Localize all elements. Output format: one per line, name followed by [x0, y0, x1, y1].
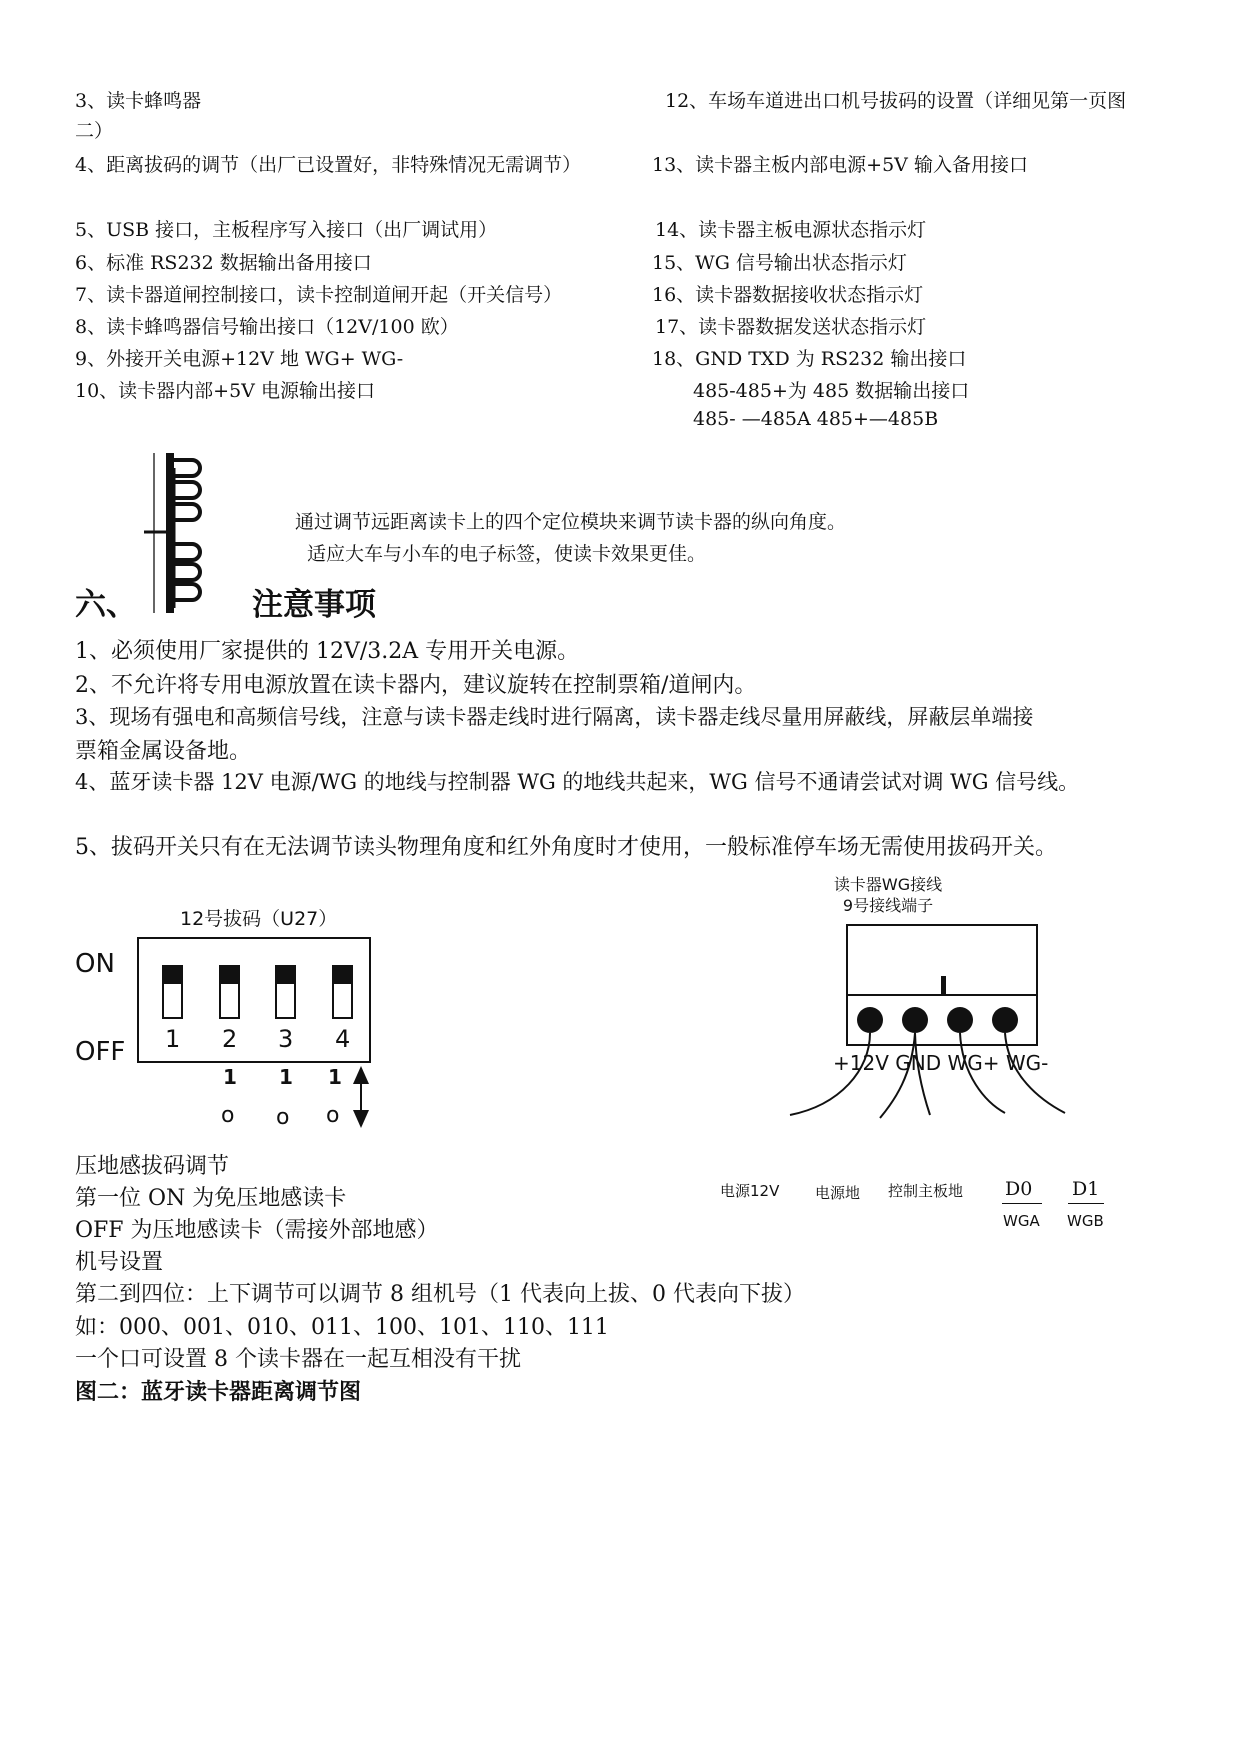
left-item-9: 9、外接开关电源+12V 地 WG+ WG- — [75, 348, 404, 370]
left-item-10: 10、读卡器内部+5V 电源输出接口 — [75, 380, 375, 402]
d1-underline — [1068, 1203, 1104, 1204]
wg-title-line1: 读卡器WG接线 — [833, 875, 943, 894]
wire-label-d0: D0 — [1005, 1178, 1033, 1200]
dip-number-1: 1 — [165, 1025, 181, 1053]
wire-label-wga: WGA — [1003, 1212, 1040, 1230]
note-1: 1、必须使用厂家提供的 12V/3.2A 专用开关电源。 — [75, 639, 580, 664]
dip-off-label: OFF — [75, 1037, 126, 1067]
dip-up-mark-4: 1 — [328, 1065, 342, 1089]
section-number: 六、 — [75, 587, 137, 623]
dip-down-mark-3: o — [276, 1105, 290, 1130]
module-note-line2: 适应大车与小车的电子标签，使读卡效果更佳。 — [307, 543, 707, 565]
dip-up-mark-2: 1 — [223, 1065, 237, 1089]
dip-switch-3 — [276, 966, 295, 1018]
right-item-18: 18、GND TXD 为 RS232 输出接口 — [652, 348, 967, 370]
right-item-17: 17、读卡器数据发送状态指示灯 — [655, 316, 927, 338]
d0-underline — [1002, 1203, 1042, 1204]
left-item-5: 5、USB 接口，主板程序写入接口（出厂调试用） — [75, 219, 498, 241]
wg-pins-label: +12V GND WG+ WG- — [833, 1051, 1049, 1075]
dip-down-mark-4: o — [326, 1103, 340, 1128]
dip-switch-2 — [220, 966, 239, 1018]
dip-switch-diagram — [70, 900, 390, 1130]
dip-note-4: 机号设置 — [75, 1250, 164, 1275]
dip-note-1: 压地感拔码调节 — [75, 1154, 230, 1179]
right-item-13: 13、读卡器主板内部电源+5V 输入备用接口 — [652, 154, 1028, 176]
left-item-8: 8、读卡蜂鸣器信号输出接口（12V/100 欧） — [75, 316, 459, 338]
wire-label-wgb: WGB — [1067, 1212, 1104, 1230]
wg-wiring-diagram — [690, 870, 1110, 1130]
note-5: 5、拔码开关只有在无法调节读头物理角度和红外角度时才使用，一般标准停车场无需使用拔码开关。 — [75, 835, 1058, 860]
note-4: 4、蓝牙读卡器 12V 电源/WG 的地线与控制器 WG 的地线共起来，WG 信号不通请尝试对调 WG 信号线。 — [75, 770, 1080, 794]
right-item-15: 15、WG 信号输出状态指示灯 — [652, 252, 907, 274]
dip-note-6: 如：000、001、010、011、100、101、110、111 — [75, 1315, 609, 1340]
module-note-line1: 通过调节远距离读卡上的四个定位模块来调节读卡器的纵向角度。 — [295, 511, 847, 533]
right-item-12: 12、车场车道进出口机号拔码的设置（详细见第一页图 — [665, 90, 1127, 112]
left-item-7: 7、读卡器道闸控制接口，读卡控制道闸开起（开关信号） — [75, 284, 563, 306]
note-3-cont: 票箱金属设备地。 — [75, 739, 252, 764]
wg-title-line2: 9号接线端子 — [842, 896, 934, 915]
dip-down-mark-2: o — [221, 1103, 235, 1128]
right-item-18-line2: 485-485+为 485 数据输出接口 — [693, 380, 970, 402]
dip-number-2: 2 — [222, 1025, 238, 1053]
figure-caption: 图二：蓝牙读卡器距离调节图 — [75, 1379, 362, 1405]
positioning-module-illustration — [140, 448, 232, 618]
wire-label-power-ground: 电源地 — [815, 1184, 861, 1202]
wire-label-d1: D1 — [1072, 1178, 1100, 1200]
section-title: 注意事项 — [252, 587, 376, 623]
dip-switch-4 — [333, 966, 352, 1018]
left-item-4: 4、距离拔码的调节（出厂已设置好，非特殊情况无需调节） — [75, 154, 582, 176]
wg-pin-4 — [992, 1007, 1018, 1033]
left-item-3: 3、读卡蜂鸣器 — [75, 90, 202, 112]
dip-title: 12号拔码（U27） — [180, 908, 338, 930]
dip-number-4: 4 — [335, 1025, 351, 1053]
left-item-3-cont: 二） — [75, 120, 114, 142]
right-item-18-line3: 485- —485A 485+—485B — [693, 408, 939, 430]
wire-label-board-ground: 控制主板地 — [888, 1182, 964, 1200]
left-item-6: 6、标准 RS232 数据输出备用接口 — [75, 252, 372, 274]
dip-switch-1 — [163, 966, 182, 1018]
note-2: 2、不允许将专用电源放置在读卡器内，建议旋转在控制票箱/道闸内。 — [75, 673, 757, 698]
note-3: 3、现场有强电和高频信号线，注意与读卡器走线时进行隔离，读卡器走线尽量用屏蔽线，屏蔽层单端接 — [75, 705, 1034, 729]
dip-number-3: 3 — [278, 1025, 294, 1053]
wire-label-power-12v: 电源12V — [720, 1182, 780, 1200]
dip-up-mark-3: 1 — [279, 1065, 293, 1089]
wg-pin-2 — [902, 1007, 928, 1033]
dip-note-5: 第二到四位：上下调节可以调节 8 组机号（1 代表向上拔、0 代表向下拔） — [75, 1282, 805, 1307]
dip-note-3: OFF 为压地感读卡（需接外部地感） — [75, 1218, 439, 1243]
wg-pin-3 — [947, 1007, 973, 1033]
right-item-14: 14、读卡器主板电源状态指示灯 — [655, 219, 927, 241]
dip-on-label: ON — [75, 949, 115, 979]
up-down-arrow-icon — [353, 1066, 369, 1128]
dip-note-7: 一个口可设置 8 个读卡器在一起互相没有干扰 — [75, 1347, 521, 1372]
dip-note-2: 第一位 ON 为免压地感读卡 — [75, 1186, 347, 1211]
wg-pin-1 — [857, 1007, 883, 1033]
right-item-16: 16、读卡器数据接收状态指示灯 — [652, 284, 924, 306]
